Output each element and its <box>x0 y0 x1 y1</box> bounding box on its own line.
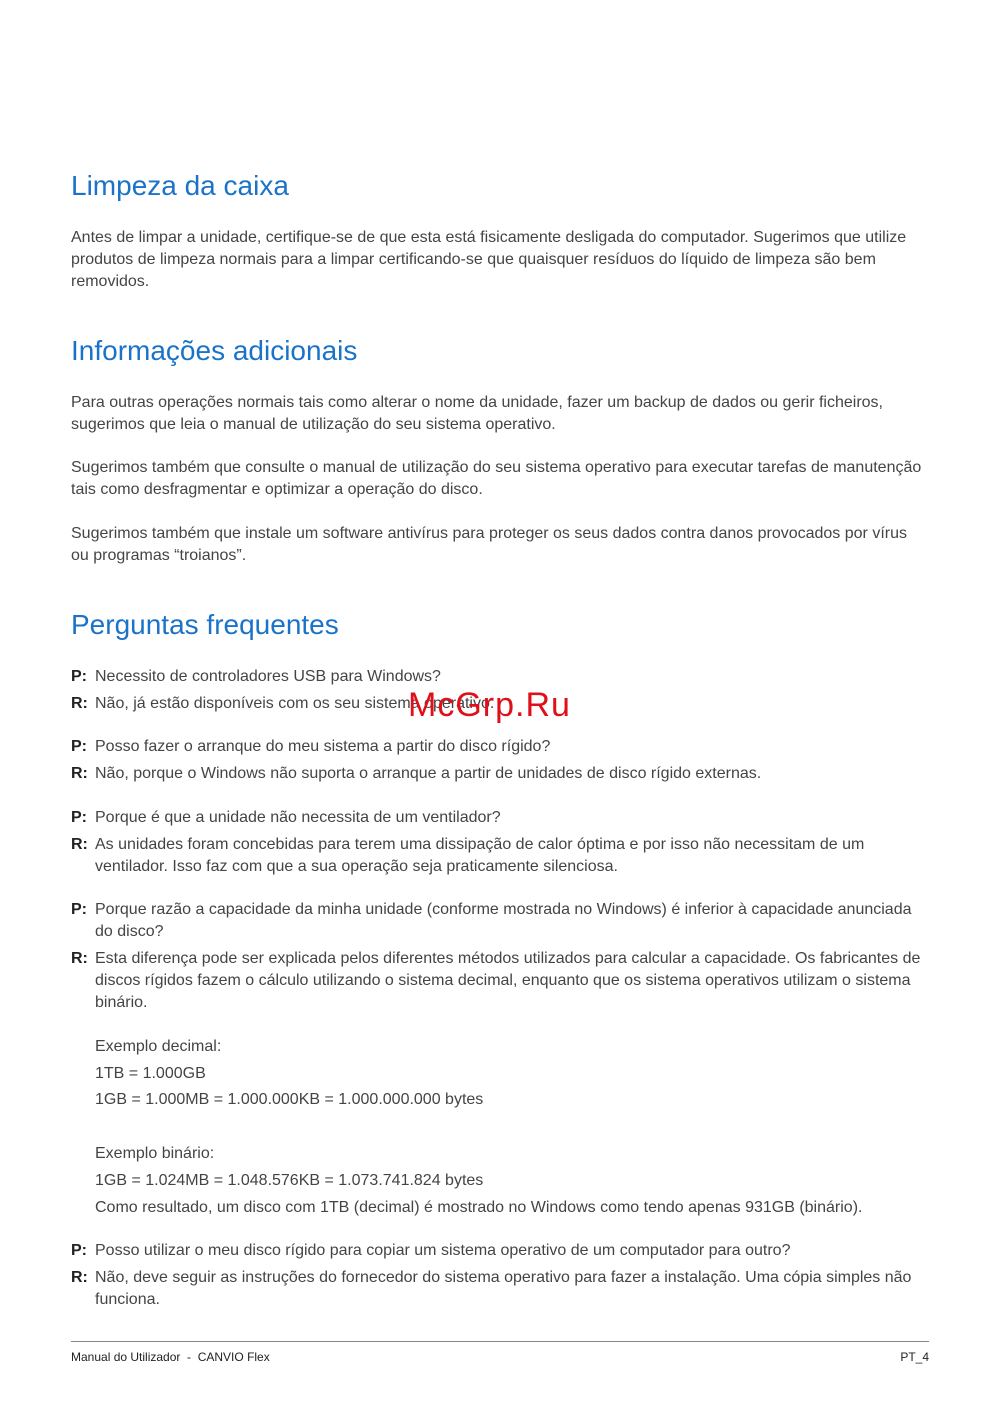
faq-question-3 <box>71 807 929 829</box>
footer-left: Manual do Utilizador - CANVIO Flex <box>71 1350 270 1364</box>
additional-info-paragraph-2: Sugerimos também que consulte o manual de utilização do seu sistema operativo para executar tarefas de manutenção tais como desfragmentar e optimizar a operação do disco. <box>71 459 922 498</box>
additional-info-paragraph-3: Sugerimos também que instale um software antivírus para proteger os seus dados contra danos provocados por vírus ou programas “troianos”. <box>71 525 907 564</box>
question-text: Posso utilizar o meu disco rígido para copiar um sistema operativo de um computador para outro? <box>95 1242 791 1259</box>
example-binary-line-1: 1GB = 1.024MB = 1.048.576KB = 1.073.741.824 bytes <box>95 1172 484 1189</box>
answer-text: Não, porque o Windows não suporta o arranque a partir de unidades de disco rígido externas. <box>95 765 762 782</box>
section-title-cleaning: Limpeza da caixa <box>71 170 289 201</box>
answer-label: R: <box>71 695 88 712</box>
example-binary-title: Exemplo binário: <box>95 1145 215 1162</box>
question-text: Posso fazer o arranque do meu sistema a partir do disco rígido? <box>95 738 551 755</box>
question-text: Porque é que a unidade não necessita de um ventilador? <box>95 809 501 826</box>
section-title-faq: Perguntas frequentes <box>71 609 339 640</box>
question-text: Necessito de controladores USB para Windows? <box>95 668 441 685</box>
answer-text: As unidades foram concebidas para terem uma dissipação de calor óptima e por isso não necessitam de um ventilador. Isso faz com que a sua operação seja praticamente silenciosa. <box>95 836 865 875</box>
footer-page-number: PT_4 <box>900 1350 929 1364</box>
question-label: P: <box>71 738 87 755</box>
faq-answer-4 <box>71 948 929 1014</box>
answer-label: R: <box>71 1269 88 1286</box>
answer-text: Não, já estão disponíveis com os seu sistema operativo. <box>95 695 495 712</box>
faq-answer-5 <box>71 1267 929 1311</box>
section-title-additional-info: Informações adicionais <box>71 335 358 366</box>
footer-divider <box>71 1341 929 1342</box>
additional-info-paragraph-1: Para outras operações normais tais como alterar o nome da unidade, fazer um backup de dados ou gerir ficheiros, sugerimos que leia o manual de utilização do seu sistema operativo. <box>71 394 883 433</box>
question-label: P: <box>71 809 87 826</box>
answer-text: Não, deve seguir as instruções do fornecedor do sistema operativo para fazer a instalação. Uma cópia simples não funciona. <box>95 1269 912 1308</box>
faq-question-4 <box>71 899 929 943</box>
faq-answer-2 <box>71 763 929 785</box>
answer-label: R: <box>71 836 88 853</box>
example-result: Como resultado, um disco com 1TB (decimal) é mostrado no Windows como tendo apenas 931GB (binário). <box>95 1199 863 1216</box>
example-decimal-line-1: 1TB = 1.000GB <box>95 1065 206 1082</box>
answer-label: R: <box>71 950 88 967</box>
example-decimal-line-2: 1GB = 1.000MB = 1.000.000KB = 1.000.000.000 bytes <box>95 1091 484 1108</box>
question-label: P: <box>71 668 87 685</box>
faq-question-1 <box>71 666 929 688</box>
answer-label: R: <box>71 765 88 782</box>
cleaning-paragraph: Antes de limpar a unidade, certifique-se de que esta está fisicamente desligada do computador. Sugerimos que utilize produtos de limpeza normais para a limpar certificando-se que quaisquer resíduos do líquido de limpeza são bem removidos. <box>71 229 907 290</box>
example-decimal-title: Exemplo decimal: <box>95 1038 222 1055</box>
answer-text: Esta diferença pode ser explicada pelos diferentes métodos utilizados para calcular a capacidade. Os fabricantes de discos rígidos fazem o cálculo utilizando o sistema decimal, enquanto que os sistema operativos utilizam o sistema binário. <box>95 950 921 1011</box>
faq-question-2 <box>71 736 929 758</box>
watermark: McGrp.Ru <box>408 686 571 724</box>
faq-answer-3 <box>71 834 929 878</box>
question-text: Porque razão a capacidade da minha unidade (conforme mostrada no Windows) é inferior à capacidade anunciada do disco? <box>95 901 912 940</box>
question-label: P: <box>71 901 87 918</box>
question-label: P: <box>71 1242 87 1259</box>
faq-question-5 <box>71 1240 929 1262</box>
